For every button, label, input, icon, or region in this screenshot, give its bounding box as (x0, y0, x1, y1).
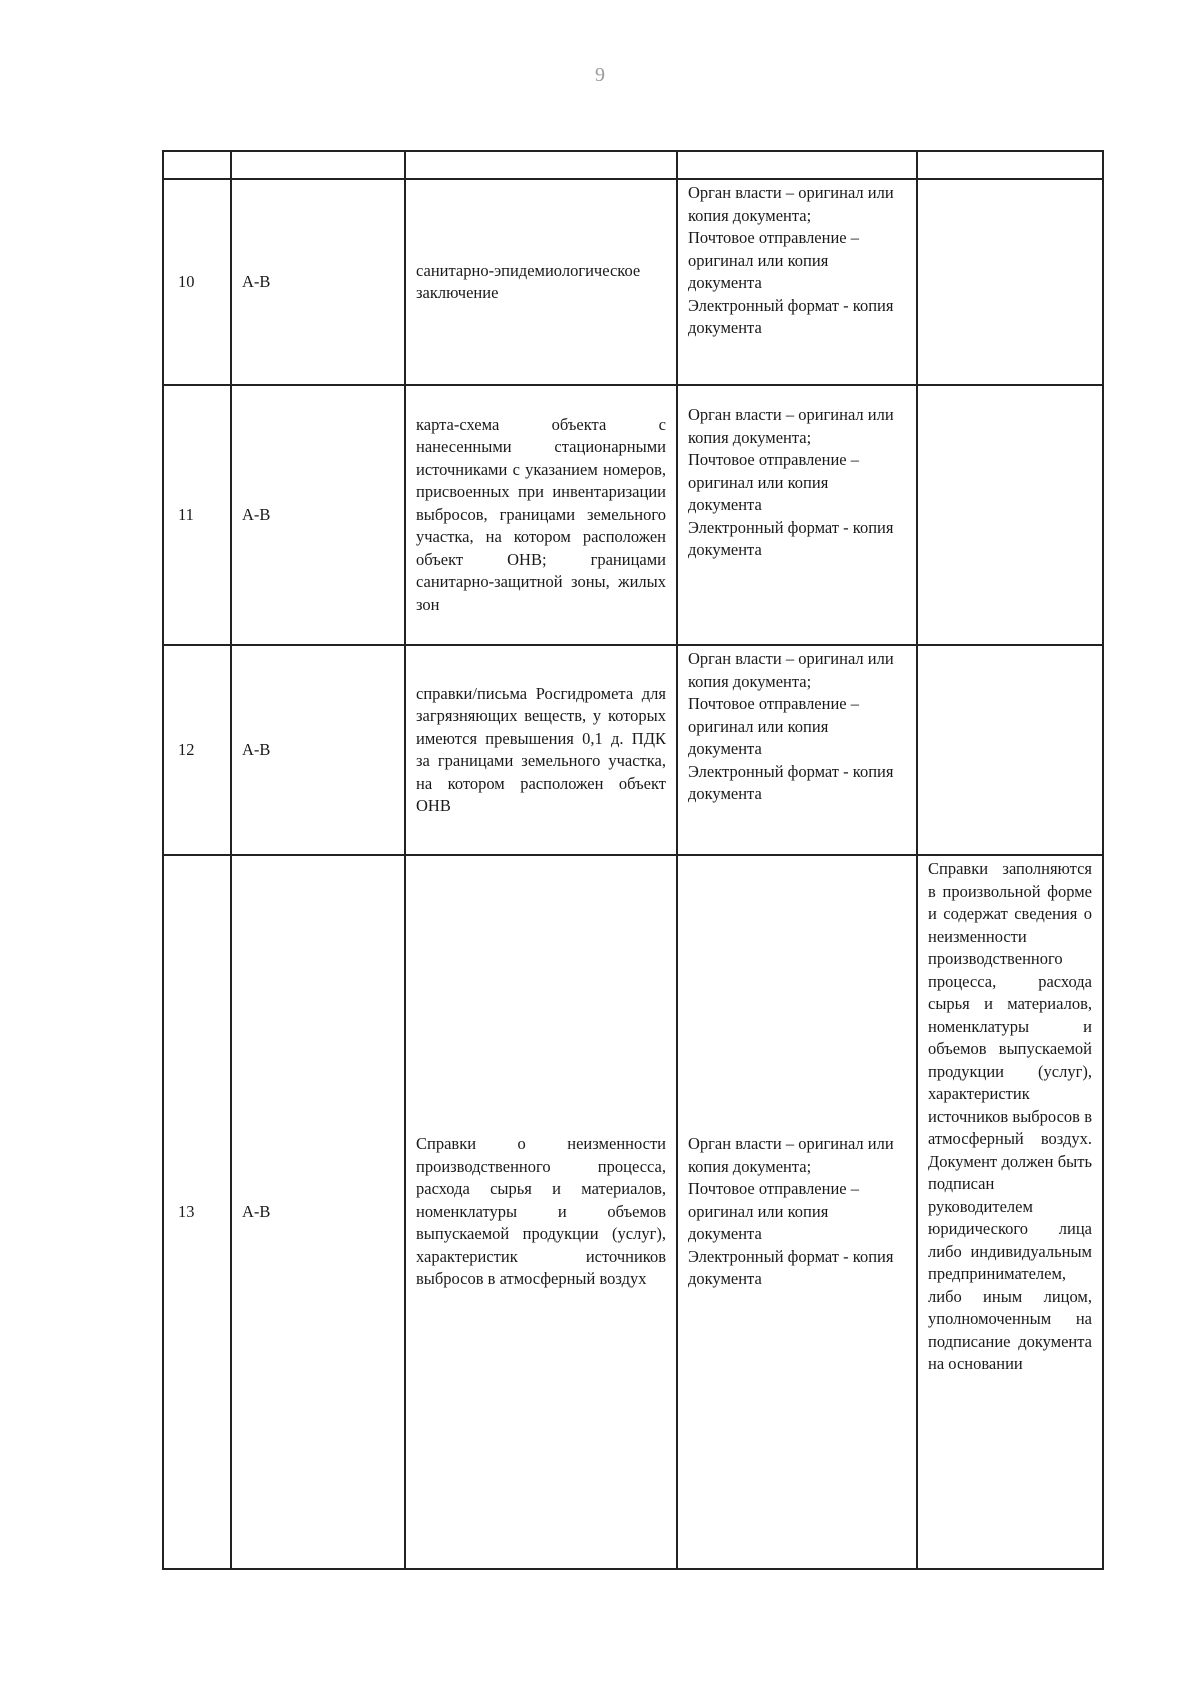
row-submission-ways (677, 179, 917, 385)
row-document: санитарно-эпидемиологическое заключение (405, 179, 677, 385)
row-note: Справки заполняются в произвольной форме и содержат сведения о неизменности производственного процесса, расхода сырья и материалов, номенклатуры и объемов выпускаемой продукции (услуг), характеристик источников выбросов в атмосферный воздух. Документ должен быть подписан руководителем юридического лица либо индивидуальным предпринимателем, либо иным лицом, уполномоченным на подписание документа на основании (917, 855, 1103, 1569)
row-submission-ways (677, 855, 917, 1569)
row-number: 10 (163, 179, 231, 385)
table-row (163, 855, 1103, 1569)
way-authority: Орган власти – оригинал или копия документа; (688, 649, 894, 691)
way-electronic: Электронный формат - копия документа (688, 1246, 894, 1289)
header-cell (163, 151, 231, 179)
header-cell (677, 151, 917, 179)
row-category: А-В (231, 179, 405, 385)
header-cell (405, 151, 677, 179)
row-category: А-В (231, 645, 405, 855)
row-document: карта-схема объекта с нанесенными стационарными источниками с указанием номеров, присвоенных при инвентаризации выбросов, границами земельного участка, на котором расположен объект ОНВ; границами санитарно-защитной зоны, жилых зон (405, 385, 677, 645)
row-category: А-В (231, 385, 405, 645)
row-document: справки/письма Росгидромета для загрязняющих веществ, у которых имеются превышения 0,1 д. ПДК за границами земельного участка, на котором расположен объект ОНВ (405, 645, 677, 855)
header-cell (231, 151, 405, 179)
way-electronic: Электронный формат - копия документа (688, 761, 894, 803)
way-post: Почтовое отправление – оригинал или копия документа (688, 228, 859, 292)
row-number: 11 (163, 385, 231, 645)
way-post: Почтовое отправление – оригинал или копия документа (688, 694, 859, 758)
way-authority: Орган власти – оригинал или копия документа; (688, 183, 894, 225)
table-row (163, 179, 1103, 385)
row-number: 13 (163, 855, 231, 1569)
way-post: Почтовое отправление – оригинал или копия документа (688, 1179, 859, 1244)
documents-table (162, 150, 1104, 1570)
way-electronic: Электронный формат - копия документа (688, 517, 894, 559)
row-document: Справки о неизменности производственного процесса, расхода сырья и материалов, номенклатуры и объемов выпускаемой продукции (услуг), характеристик источников выбросов в атмосферный воздух (405, 855, 677, 1569)
table-row (163, 645, 1103, 855)
way-post: Почтовое отправление – оригинал или копия документа (688, 450, 859, 514)
row-note (917, 645, 1103, 855)
way-authority: Орган власти – оригинал или копия документа; (688, 405, 894, 447)
row-number: 12 (163, 645, 231, 855)
way-authority: Орган власти – оригинал или копия документа; (688, 1134, 894, 1176)
row-submission-ways (677, 385, 917, 645)
row-submission-ways (677, 645, 917, 855)
page-number: 9 (595, 64, 605, 86)
table-header-row (163, 151, 1103, 179)
way-electronic: Электронный формат - копия документа (688, 295, 894, 337)
row-category: А-В (231, 855, 405, 1569)
table-row (163, 385, 1103, 645)
row-note (917, 385, 1103, 645)
row-note (917, 179, 1103, 385)
header-cell (917, 151, 1103, 179)
